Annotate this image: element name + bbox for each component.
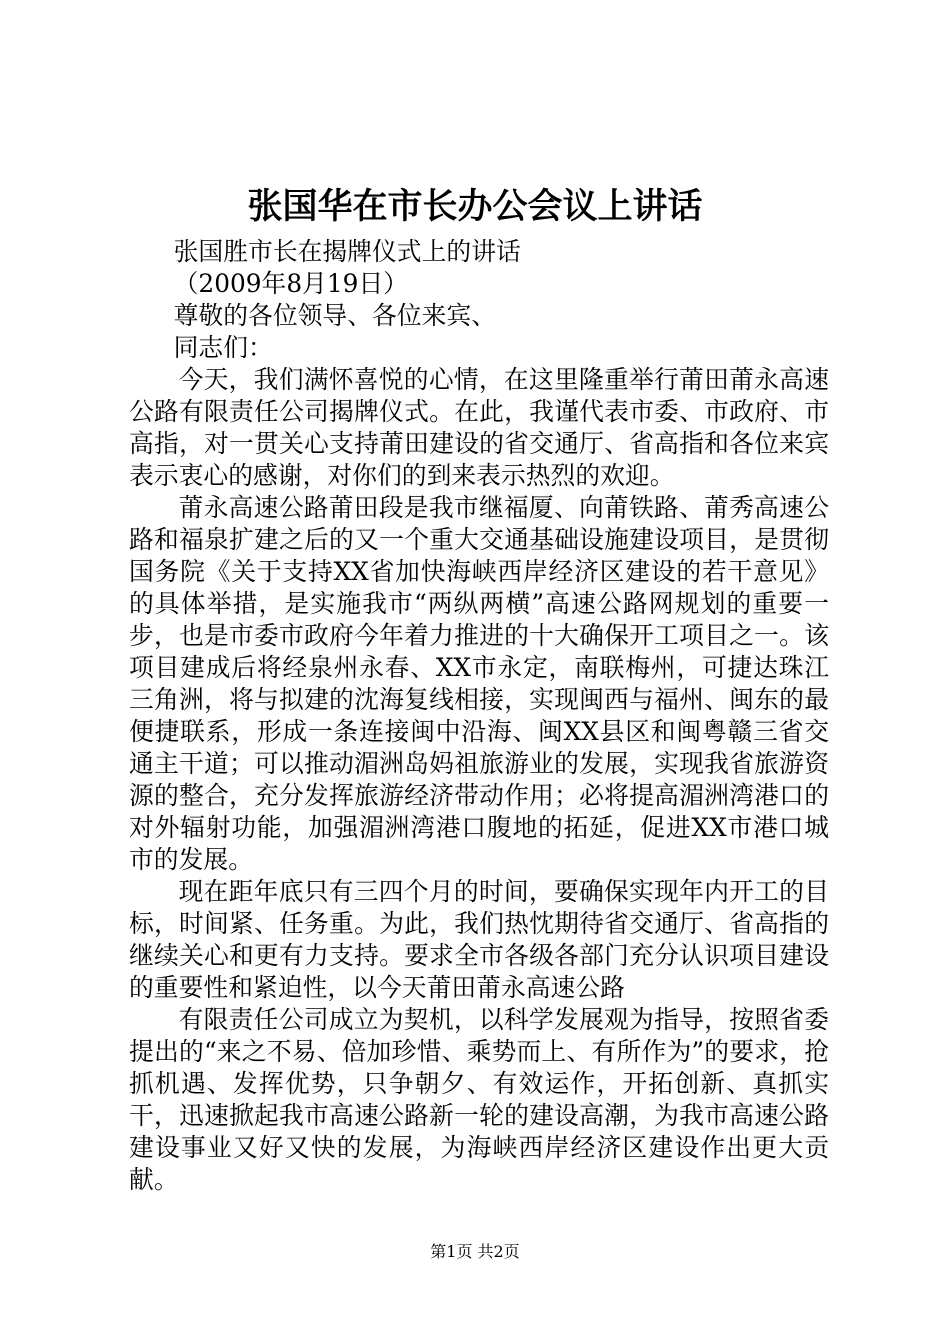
paragraph-4: 有限责任公司成立为契机，以科学发展观为指导，按照省委提出的“来之不易、倍加珍惜、乘势而上、有所作为”的要求，抢抓机遇、发挥优势，只争朝夕、有效运作，开拓创新、真抓实干，迅速掀起我市高速公路新一轮的建设高潮，为我市高速公路建设事业又好又快的发展，为海峡西岸经济区建设作出更大贡献。 (129, 1005, 829, 1194)
salutation-line-1: 尊敬的各位领导、各位来宾、 (173, 301, 496, 330)
paragraph-1: 今天，我们满怀喜悦的心情，在这里隆重举行莆田莆永高速公路有限责任公司揭牌仪式。在此，我谨代表市委、市政府、市高指，对一贯关心支持莆田建设的省交通厅、省高指和各位来宾表示衷心的感谢，对你们的到来表示热烈的欢迎。 (129, 365, 829, 490)
document-body (129, 236, 829, 1196)
speech-date: （2009年8月19日） (173, 269, 409, 298)
salutation-line-2: 同志们： (173, 333, 273, 362)
page-number-footer: 第1页 共2页 (430, 1242, 520, 1261)
document-title: 张国华在市长办公会议上讲话 (247, 186, 703, 227)
paragraph-3: 现在距年底只有三四个月的时间，要确保实现年内开工的目标，时间紧、任务重。为此，我们热忱期待省交通厅、省高指的继续关心和更有力支持。要求全市各级各部门充分认识项目建设的重要性和紧迫性，以今天莆田莆永高速公路 (129, 877, 829, 1002)
speech-subtitle: 张国胜市长在揭牌仪式上的讲话 (173, 237, 521, 266)
paragraph-2: 莆永高速公路莆田段是我市继福厦、向莆铁路、莆秀高速公路和福泉扩建之后的又一个重大交通基础设施建设项目，是贯彻国务院《关于支持XX省加快海峡西岸经济区建设的若干意见》的具体举措，是实施我市“两纵两横”高速公路网规划的重要一步，也是市委市政府今年着力推进的十大确保开工项目之一。该项目建成后将经泉州永春、XX市永定，南联梅州，可捷达珠江三角洲，将与拟建的沈海复线相接，实现闽西与福州、闽东的最便捷联系，形成一条连接闽中沿海、闽XX县区和闽粤赣三省交通主干道；可以推动湄洲岛妈祖旅游业的发展，实现我省旅游资源的整合，充分发挥旅游经济带动作用；必将提高湄洲湾港口的对外辐射功能，加强湄洲湾港口腹地的拓延，促进XX市港口城市的发展。 (129, 493, 829, 874)
